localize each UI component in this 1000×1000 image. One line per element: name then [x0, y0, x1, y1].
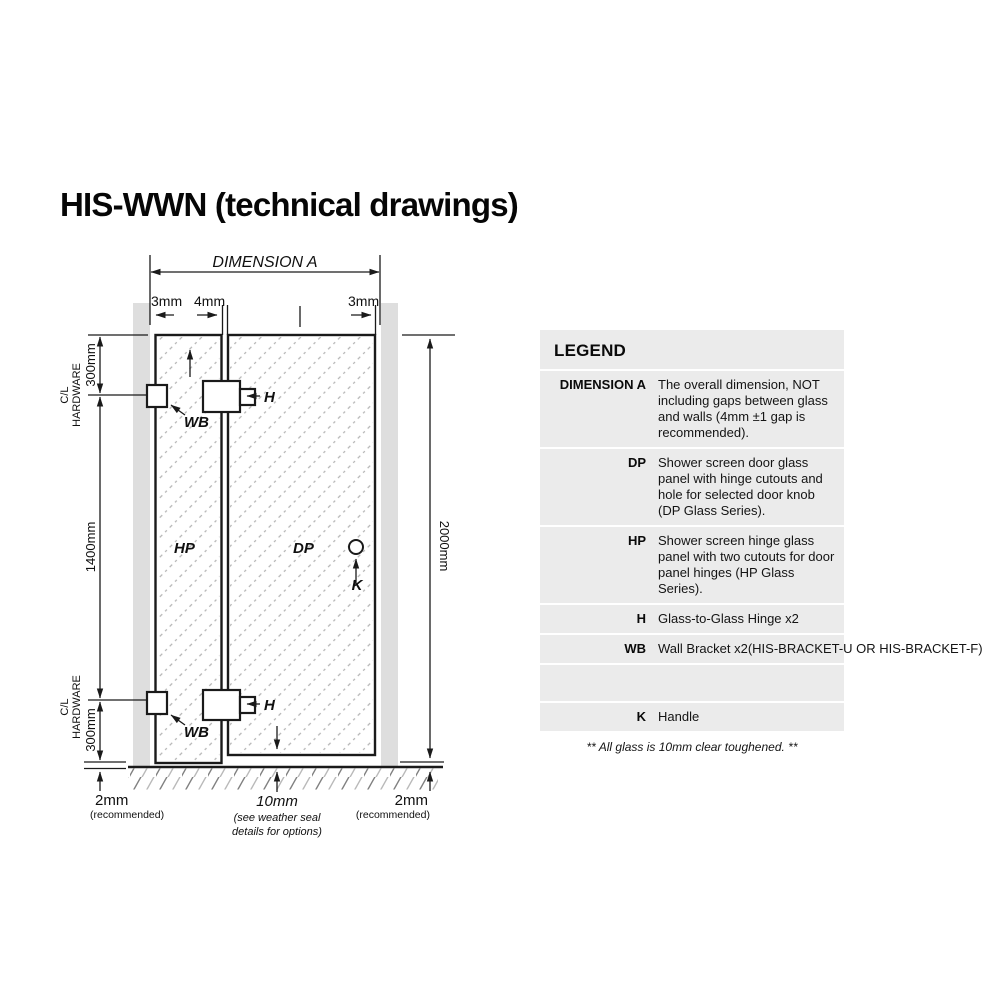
legend-term: K [636, 709, 646, 724]
legend-term: DIMENSION A [559, 377, 646, 392]
cl-hardware-top: HARDWARE [71, 363, 83, 427]
dp-panel-label: DP [293, 540, 314, 557]
legend-row-dimension-a [540, 369, 844, 447]
legend [540, 330, 983, 754]
dim-2000: 2000mm [437, 520, 452, 572]
dim-300-top: 300mm [83, 343, 98, 387]
wall-bracket-top [147, 385, 167, 407]
top-gap-dimensions [151, 293, 379, 335]
legend-box [540, 330, 983, 731]
cl-hardware-bottom: HARDWARE [71, 675, 83, 739]
legend-title: LEGEND [554, 341, 627, 360]
gap-10mm-note-line2: details for options) [232, 826, 322, 838]
technical-drawing-svg [55, 235, 455, 840]
floor [128, 767, 443, 790]
gap-10mm-note-line1: (see weather seal [233, 812, 321, 824]
gap-10mm-label: 10mm [256, 793, 298, 810]
legend-desc: The overall dimension, NOT including gaps between glass and walls (4mm ±1 gap is recommended). [658, 377, 828, 440]
dim-1400: 1400mm [83, 521, 98, 573]
gap-left-label: 3mm [151, 293, 183, 309]
cl-hardware-top: C/L [59, 386, 71, 404]
dimension-a [150, 254, 380, 325]
wall-bracket-label: WB [184, 724, 209, 741]
gap-2mm-right: 2mm [394, 792, 428, 809]
gap-2mm-left: 2mm [95, 792, 129, 809]
legend-term: WB [624, 641, 646, 656]
dimension-a-label: DIMENSION A [212, 254, 318, 271]
gap-right-label: 3mm [348, 293, 380, 309]
wall-right [381, 303, 398, 767]
hp-panel-label: HP [174, 540, 195, 557]
legend-row-k [540, 701, 844, 731]
legend-term [540, 671, 646, 695]
legend-row-h [540, 603, 844, 633]
legend-term: H [636, 611, 646, 626]
dim-300-bottom: 300mm [83, 708, 98, 752]
legend-row-wb [540, 633, 983, 663]
technical-drawing [55, 235, 455, 840]
legend-desc: Glass-to-Glass Hinge x2 [658, 611, 799, 626]
wall-bracket-bottom [147, 692, 167, 714]
legend-desc: Wall Bracket x2(HIS-BRACKET-U OR HIS-BRACKET-F) [658, 641, 983, 656]
legend-desc: Handle [658, 709, 700, 724]
legend-row-hp [540, 525, 844, 603]
legend-desc [658, 671, 840, 695]
legend-term: HP [627, 533, 646, 548]
page-title: HIS-WWN (technical drawings) [60, 186, 518, 223]
hinge-label: H [264, 697, 275, 714]
legend-row-empty [540, 663, 844, 701]
legend-row-dp [540, 447, 844, 525]
hinge-label: H [264, 389, 275, 406]
legend-desc: Shower screen hinge glass panel with two cutouts for door panel hinges (HP Glass Series). [658, 533, 835, 596]
legend-term: DP [627, 455, 646, 470]
gap-2mm-right-note: (recommended) [355, 809, 430, 821]
legend-footnote: ** All glass is 10mm clear toughened. ** [586, 740, 798, 754]
handle-label: K [351, 577, 363, 594]
wall-bracket-label: WB [184, 414, 209, 431]
cl-hardware-bottom: C/L [59, 698, 71, 716]
legend-desc: Shower screen door glass panel with hinge cutouts and hole for selected door knob (DP Glass Series). [658, 455, 823, 518]
gap-2mm-left-note: (recommended) [90, 809, 165, 821]
gap-mid-label: 4mm [194, 293, 226, 309]
